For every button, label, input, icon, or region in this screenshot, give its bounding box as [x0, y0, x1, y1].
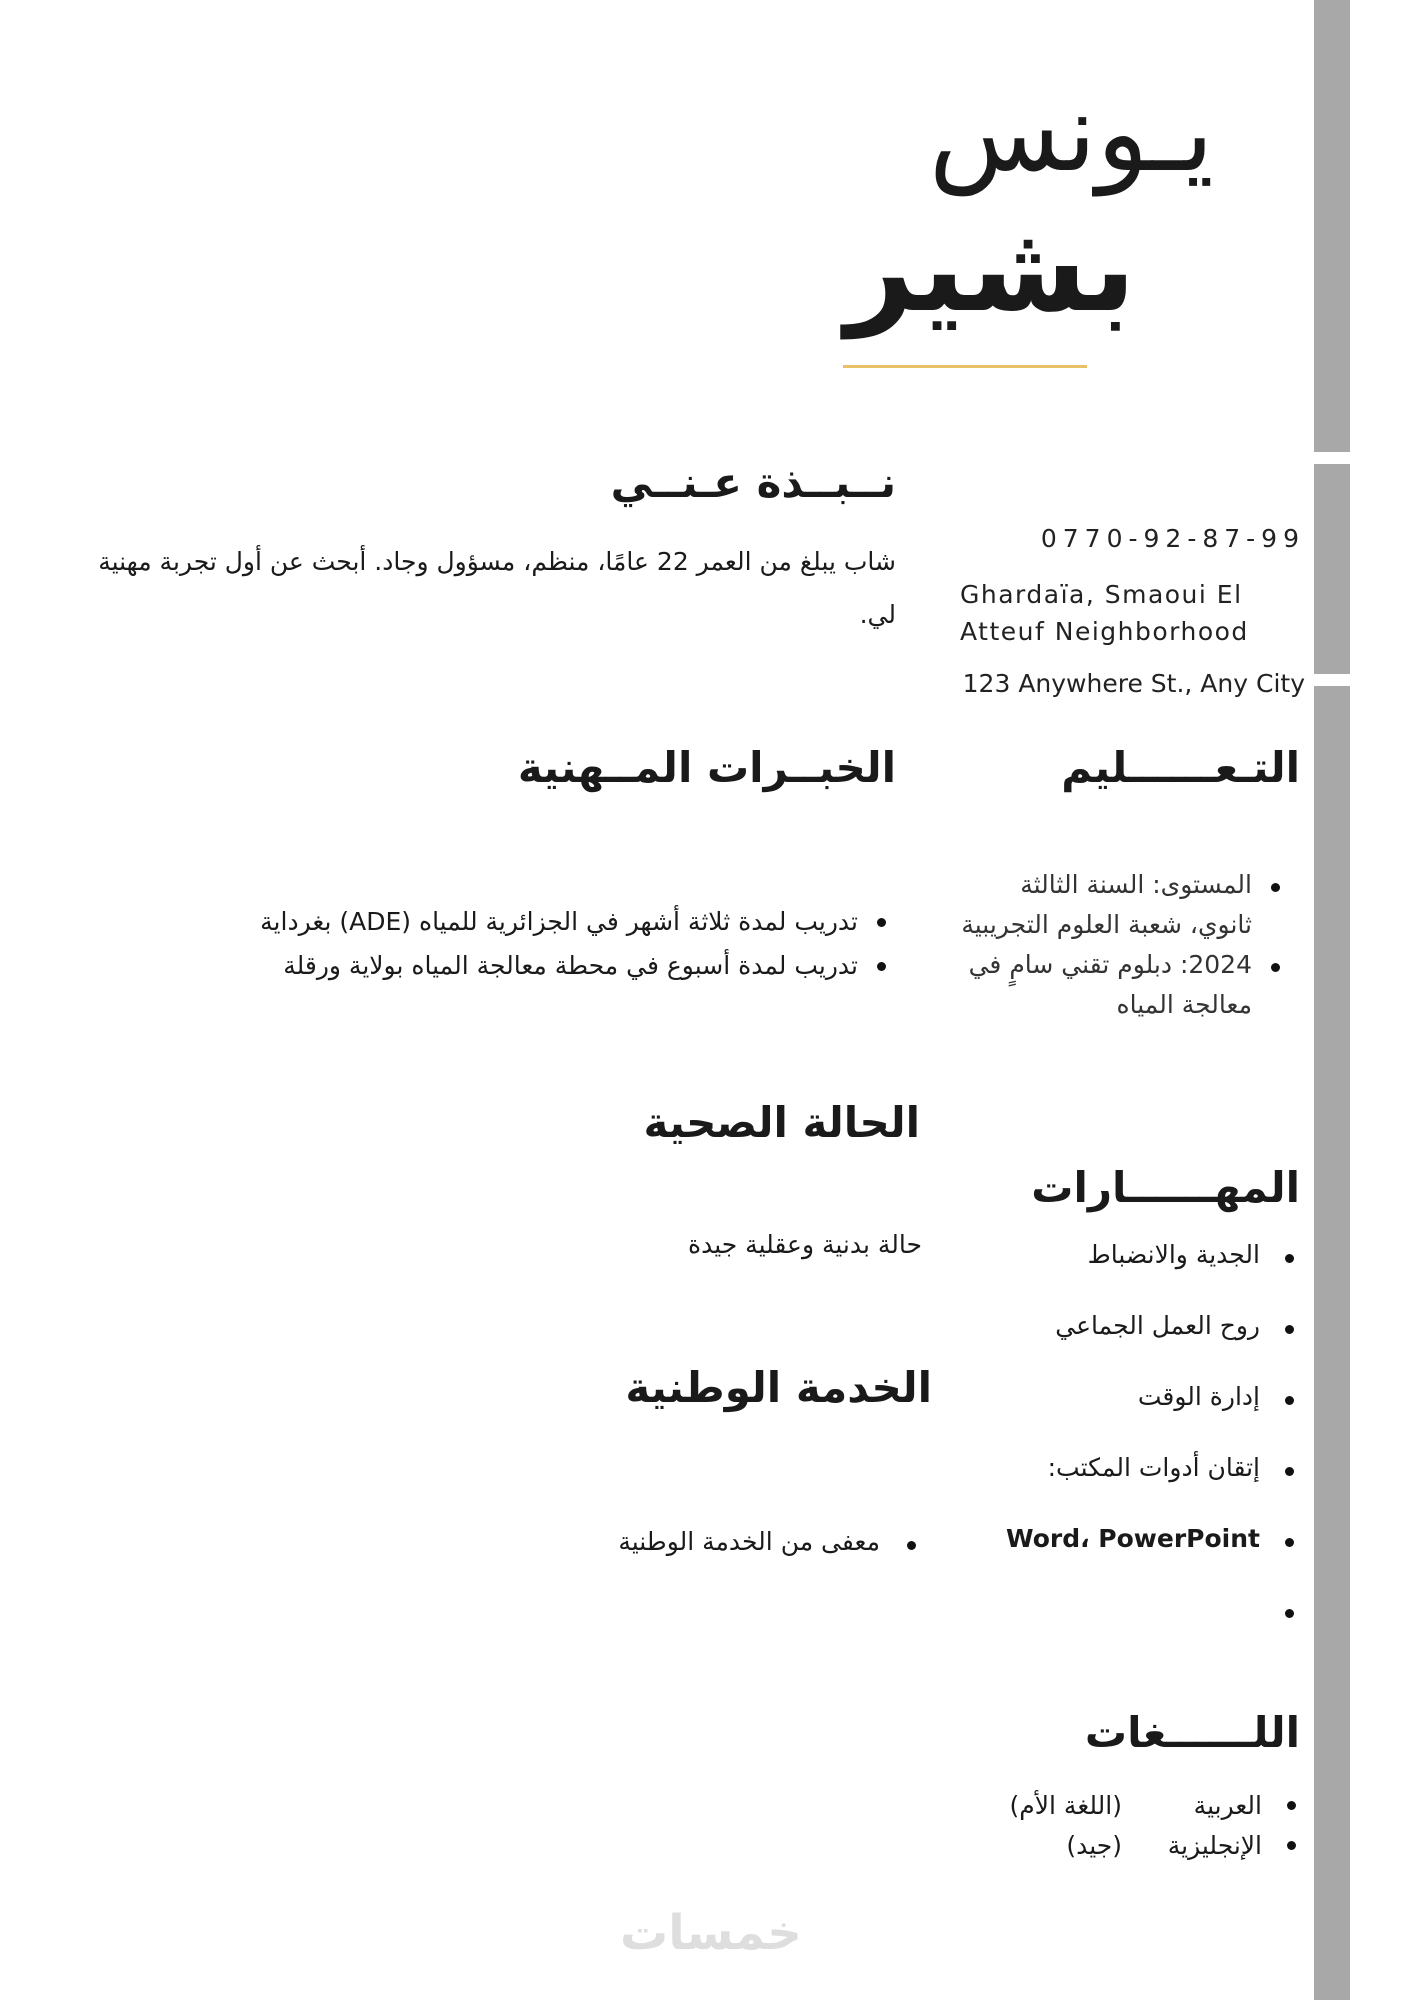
- experience-item: تدريب لمدة ثلاثة أشهر في الجزائرية للمياه (ADE) بغرداية: [98, 900, 858, 944]
- skill-item: روح العمل الجماعي: [900, 1311, 1260, 1382]
- experience-list: [98, 900, 858, 988]
- last-name: بشير: [845, 200, 1136, 339]
- language-item: [902, 1786, 1262, 1826]
- health-text: حالة بدنية وعقلية جيدة: [688, 1230, 922, 1259]
- language-level: (اللغة الأم): [1009, 1791, 1122, 1820]
- education-item: المستوى: السنة الثالثة ثانوي، شعبة العلوم التجريبية: [952, 865, 1252, 945]
- side-bar-middle: [1314, 464, 1350, 674]
- name-divider: [843, 365, 1087, 368]
- languages-title: اللــــــغات: [1084, 1708, 1300, 1757]
- contact-phone: 0770-92-87-99: [1040, 524, 1305, 553]
- education-title: التـعــــــليم: [1061, 743, 1300, 792]
- contact-block: [960, 520, 1305, 702]
- skill-item: الجدية والانضباط: [900, 1240, 1260, 1311]
- education-list: [952, 865, 1252, 1025]
- language-item: [902, 1826, 1262, 1866]
- skills-title: المهــــــارات: [1031, 1163, 1300, 1212]
- contact-address: Ghardaïa, Smaoui El Atteuf Neighborhood: [960, 579, 1249, 646]
- about-text: شاب يبلغ من العمر 22 عامًا، منظم، مسؤول وجاد. أبحث عن أول تجربة مهنية لي.: [98, 547, 896, 629]
- education-item: 2024: دبلوم تقني سامٍ في معالجة المياه: [952, 945, 1252, 1025]
- contact-address-secondary: 123 Anywhere St., Any City: [962, 668, 1305, 698]
- national-service-title: الخدمة الوطنية: [625, 1363, 932, 1412]
- national-service-item: معفى من الخدمة الوطنية: [280, 1527, 880, 1556]
- languages-list: [902, 1786, 1262, 1866]
- about-title: نــبــذة عـنــي: [610, 458, 896, 507]
- experience-item: تدريب لمدة أسبوع في محطة معالجة المياه بولاية ورقلة: [98, 944, 858, 988]
- skill-item-office-tools: Word، PowerPoint: [900, 1524, 1260, 1595]
- watermark-logo: خمسات: [620, 1905, 802, 1961]
- language-name: الإنجليزية: [1167, 1831, 1262, 1860]
- language-level: (جيد): [1066, 1831, 1122, 1860]
- skill-item-empty: [900, 1595, 1260, 1666]
- language-name: العربية: [1193, 1791, 1262, 1820]
- skill-item: إتقان أدوات المكتب:: [900, 1453, 1260, 1524]
- first-name: يـونس: [928, 71, 1214, 196]
- skills-list: [900, 1240, 1260, 1666]
- experience-title: الخبــرات المــهنية: [517, 743, 896, 792]
- health-title: الحالة الصحية: [643, 1098, 920, 1147]
- skill-item: إدارة الوقت: [900, 1382, 1260, 1453]
- side-bar-bottom: [1314, 686, 1350, 2000]
- side-bar-top: [1314, 0, 1350, 452]
- national-service-list: [280, 1527, 880, 1556]
